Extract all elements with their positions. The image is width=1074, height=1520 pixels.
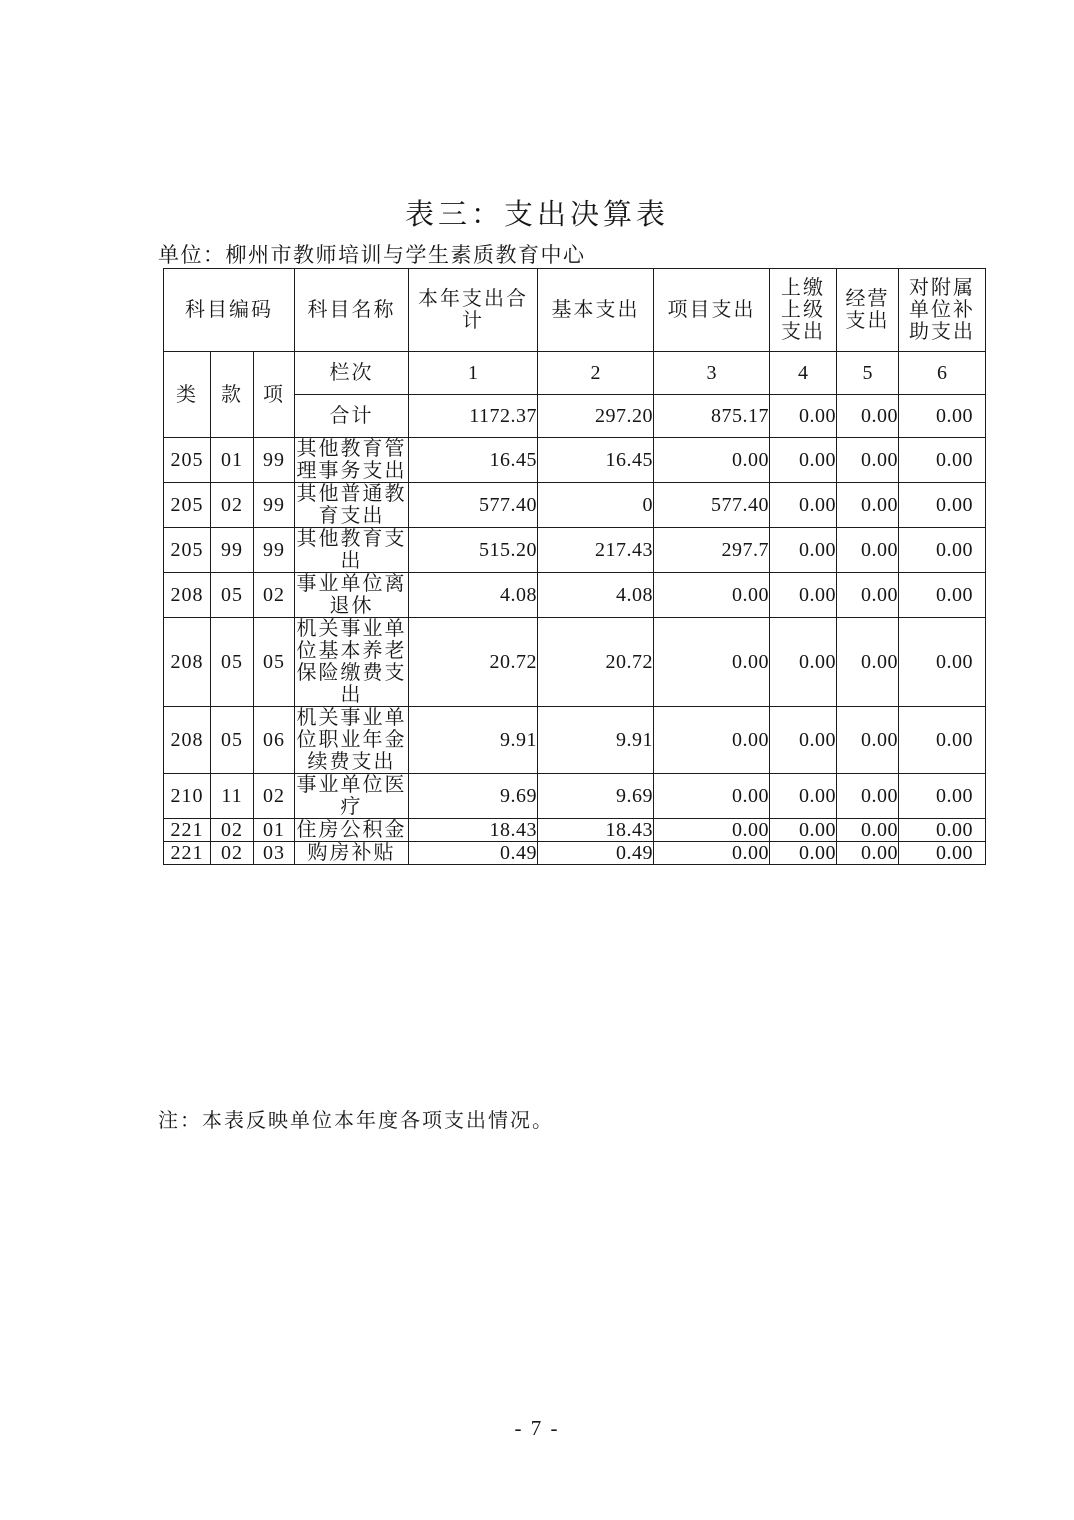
cell-project: 0.00	[654, 573, 770, 618]
table-row	[164, 774, 986, 819]
cell-upper: 0.00	[770, 528, 837, 573]
table-row	[164, 438, 986, 483]
cell-operating: 0.00	[837, 774, 899, 819]
cell-lei: 205	[164, 528, 211, 573]
cell-subsidy: 0.00	[899, 483, 986, 528]
cell-lei: 221	[164, 819, 211, 842]
cell-subsidy: 0.00	[899, 774, 986, 819]
header-subject-name: 科目名称	[295, 269, 409, 352]
cell-lei: 221	[164, 842, 211, 865]
expenditure-table	[163, 268, 986, 865]
cell-operating: 0.00	[837, 618, 899, 707]
header-xiang: 项	[254, 352, 295, 438]
cell-year-total: 0.49	[409, 842, 538, 865]
cell-upper: 0.00	[770, 707, 837, 774]
cell-subject-name: 购房补贴	[295, 842, 409, 865]
table-row	[164, 528, 986, 573]
cell-kuan: 02	[211, 842, 254, 865]
cell-subject-name: 住房公积金	[296, 819, 407, 841]
cell-kuan: 02	[211, 483, 254, 528]
table-row	[164, 819, 986, 842]
cell-year-total: 16.45	[409, 438, 538, 483]
column-number-1: 1	[409, 352, 538, 395]
header-subsidy-expenditure: 对附属单位补助支出	[899, 269, 986, 352]
total-value-5: 0.00	[837, 395, 899, 438]
cell-kuan: 99	[211, 528, 254, 573]
cell-subsidy: 0.00	[899, 707, 986, 774]
cell-subject-name: 其他普通教育支出	[296, 483, 407, 527]
cell-year-total: 577.40	[409, 483, 538, 528]
cell-basic: 0	[538, 483, 654, 528]
table-row	[164, 618, 986, 707]
cell-subsidy: 0.00	[899, 528, 986, 573]
cell-upper: 0.00	[770, 618, 837, 707]
header-upper-level-expenditure: 上缴上级支出	[770, 269, 837, 352]
cell-xiang: 01	[254, 819, 295, 842]
cell-operating: 0.00	[837, 707, 899, 774]
cell-project: 0.00	[654, 618, 770, 707]
cell-project: 0.00	[654, 707, 770, 774]
table-row	[164, 707, 986, 774]
cell-year-total: 515.20	[409, 528, 538, 573]
total-value-4: 0.00	[770, 395, 837, 438]
cell-kuan: 05	[211, 707, 254, 774]
cell-upper: 0.00	[770, 573, 837, 618]
header-lei: 类	[164, 352, 211, 438]
cell-year-total: 4.08	[409, 573, 538, 618]
column-index-row	[164, 352, 986, 395]
cell-kuan: 05	[211, 573, 254, 618]
cell-project: 0.00	[654, 819, 770, 842]
column-number-6: 6	[899, 352, 986, 395]
page-title: 表三：支出决算表	[404, 199, 669, 231]
cell-subsidy: 0.00	[899, 438, 986, 483]
cell-xiang: 99	[254, 483, 295, 528]
table-row	[164, 573, 986, 618]
cell-project: 0.00	[654, 774, 770, 819]
table-note: 注：本表反映单位本年度各项支出情况。	[158, 1110, 554, 1132]
cell-subject-name: 机关事业单位职业年金续费支出	[296, 707, 407, 773]
cell-subsidy: 0.00	[899, 842, 986, 865]
cell-subject-name: 事业单位医疗	[296, 774, 407, 818]
page-number: - 7 -	[514, 1416, 560, 1440]
header-kuan: 款	[211, 352, 254, 438]
cell-xiang: 99	[254, 438, 295, 483]
cell-operating: 0.00	[837, 842, 899, 865]
cell-project: 0.00	[654, 842, 770, 865]
cell-xiang: 05	[254, 618, 295, 707]
lanci-label: 栏次	[295, 352, 409, 395]
cell-subject-name: 其他教育管理事务支出	[296, 438, 407, 482]
cell-project: 297.7	[654, 528, 770, 573]
cell-subject-name: 事业单位离退休	[296, 573, 407, 617]
cell-basic: 9.69	[538, 774, 654, 819]
cell-year-total: 20.72	[409, 618, 538, 707]
cell-basic: 16.45	[538, 438, 654, 483]
cell-operating: 0.00	[837, 528, 899, 573]
cell-basic: 9.91	[538, 707, 654, 774]
header-year-total: 本年支出合计	[409, 269, 538, 352]
cell-basic: 0.49	[538, 842, 654, 865]
header-project-expenditure: 项目支出	[654, 269, 770, 352]
column-number-5: 5	[837, 352, 899, 395]
cell-xiang: 99	[254, 528, 295, 573]
header-basic-expenditure: 基本支出	[538, 269, 654, 352]
cell-upper: 0.00	[770, 842, 837, 865]
cell-lei: 210	[164, 774, 211, 819]
total-value-3: 875.17	[654, 395, 770, 438]
cell-lei: 205	[164, 438, 211, 483]
cell-subsidy: 0.00	[899, 618, 986, 707]
cell-xiang: 02	[254, 774, 295, 819]
cell-upper: 0.00	[770, 438, 837, 483]
cell-operating: 0.00	[837, 483, 899, 528]
unit-label: 单位：柳州市教师培训与学生素质教育中心	[158, 243, 586, 267]
cell-upper: 0.00	[770, 483, 837, 528]
column-number-2: 2	[538, 352, 654, 395]
cell-year-total: 18.43	[409, 819, 538, 842]
cell-operating: 0.00	[837, 819, 899, 842]
cell-upper: 0.00	[770, 774, 837, 819]
table-row	[164, 842, 986, 865]
cell-subsidy: 0.00	[899, 819, 986, 842]
total-value-2: 297.20	[538, 395, 654, 438]
cell-operating: 0.00	[837, 573, 899, 618]
cell-lei: 208	[164, 707, 211, 774]
cell-year-total: 9.91	[409, 707, 538, 774]
cell-subject-name: 机关事业单位基本养老保险缴费支出	[296, 618, 407, 706]
cell-xiang: 06	[254, 707, 295, 774]
cell-upper: 0.00	[770, 819, 837, 842]
cell-xiang: 03	[254, 842, 295, 865]
cell-lei: 208	[164, 573, 211, 618]
cell-lei: 205	[164, 483, 211, 528]
cell-operating: 0.00	[837, 438, 899, 483]
total-value-6: 0.00	[899, 395, 986, 438]
cell-kuan: 02	[211, 819, 254, 842]
header-operating-expenditure: 经营支出	[837, 269, 899, 352]
cell-lei: 208	[164, 618, 211, 707]
total-label: 合计	[295, 395, 409, 438]
header-row	[164, 269, 986, 352]
header-subject-code: 科目编码	[164, 269, 295, 352]
total-value-1: 1172.37	[409, 395, 538, 438]
cell-basic: 20.72	[538, 618, 654, 707]
cell-subject-name: 其他教育支出	[296, 528, 407, 572]
table-row	[164, 483, 986, 528]
cell-subsidy: 0.00	[899, 573, 986, 618]
cell-xiang: 02	[254, 573, 295, 618]
cell-basic: 217.43	[538, 528, 654, 573]
cell-kuan: 01	[211, 438, 254, 483]
cell-basic: 4.08	[538, 573, 654, 618]
column-number-4: 4	[770, 352, 837, 395]
cell-kuan: 11	[211, 774, 254, 819]
cell-project: 0.00	[654, 438, 770, 483]
cell-kuan: 05	[211, 618, 254, 707]
cell-project: 577.40	[654, 483, 770, 528]
column-number-3: 3	[654, 352, 770, 395]
cell-basic: 18.43	[538, 819, 654, 842]
cell-year-total: 9.69	[409, 774, 538, 819]
